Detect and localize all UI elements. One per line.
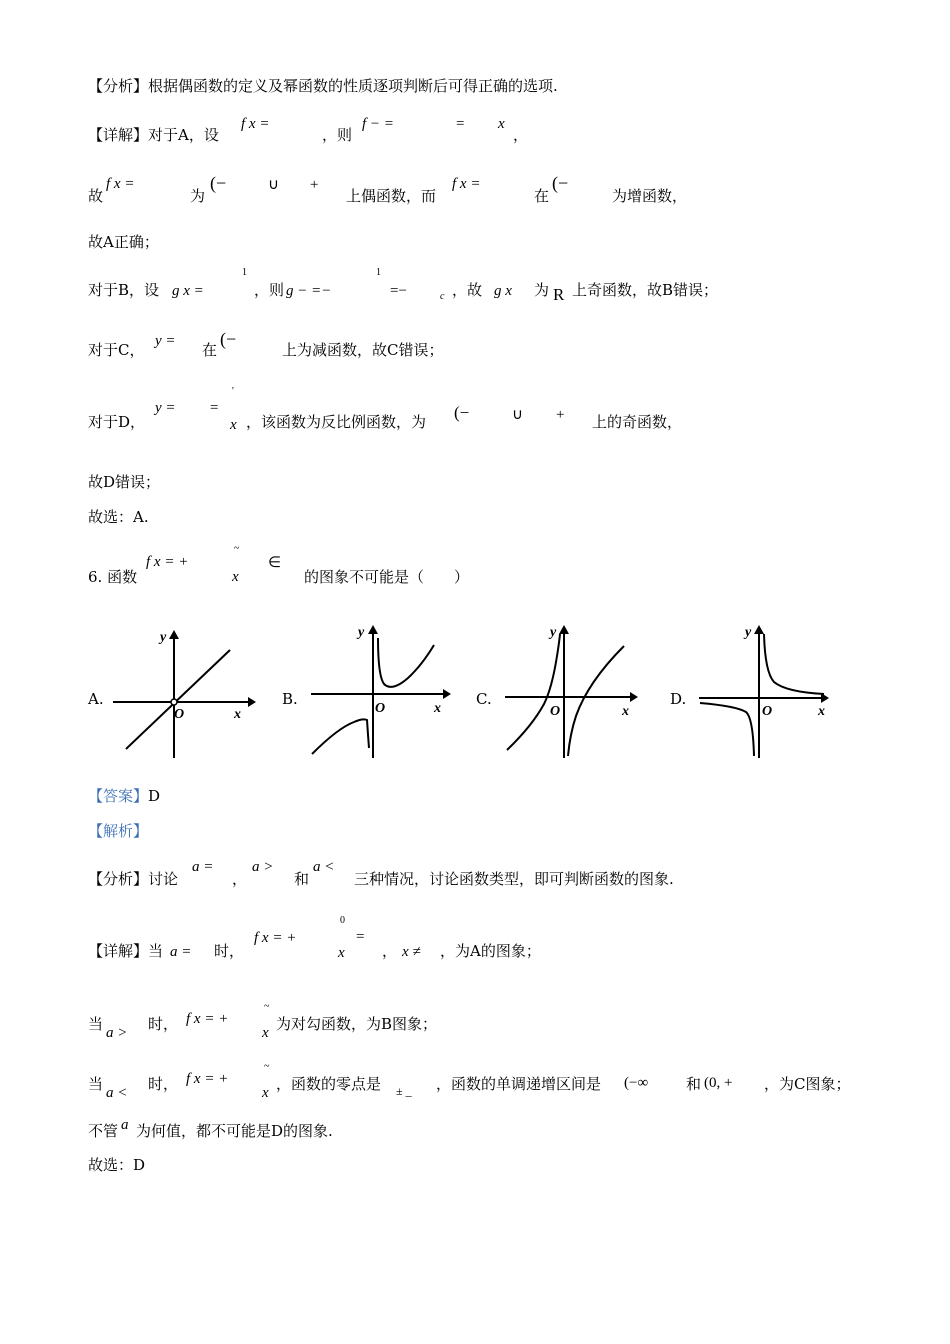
math-a: a = xyxy=(192,859,214,875)
detail2-line: 【详解】当 xyxy=(88,942,164,960)
x-label: x xyxy=(234,707,241,722)
x-label: x xyxy=(434,701,441,716)
option-c-graph[interactable] xyxy=(502,620,652,760)
x-arrow-icon xyxy=(630,692,638,702)
option-d-graph[interactable] xyxy=(696,620,836,760)
math-sup: 1 xyxy=(376,267,381,278)
math-a: a > xyxy=(106,1025,128,1041)
origin-label: O xyxy=(762,704,773,719)
final-answer: 故选：D xyxy=(88,1156,146,1174)
option-b-graph[interactable] xyxy=(308,620,458,760)
math-interval: (− xyxy=(220,329,237,349)
graph-line xyxy=(126,650,230,749)
y-label: y xyxy=(550,625,557,640)
detail-b-line: 对于B，设 xyxy=(88,281,160,299)
math-gx: g x = xyxy=(172,283,204,299)
math-cup: ∪ xyxy=(512,407,523,423)
math-fx: f x = xyxy=(452,176,481,192)
text-frag: 上偶函数，而 xyxy=(346,187,437,205)
graph-curve xyxy=(312,719,369,754)
text-frag: ，为A的图象； xyxy=(440,942,541,960)
text-frag: 和 xyxy=(686,1075,702,1093)
text-frag: 的图象不可能是（ ） xyxy=(304,568,470,586)
text-frag: 时， xyxy=(214,942,245,960)
option-d-label[interactable]: D. xyxy=(670,690,687,708)
text-frag: ，函数的零点是 xyxy=(276,1075,382,1093)
text-frag: 时， xyxy=(148,1015,179,1033)
x-label: x xyxy=(818,704,825,719)
hole-point xyxy=(171,699,177,705)
conclusion-d: 故D错误； xyxy=(88,473,161,491)
analysis-line: 【分析】根据偶函数的定义及幂函数的性质逐项判断后可得正确的选项. xyxy=(88,77,558,95)
text-frag: 为何值，都不可能是D的图象. xyxy=(136,1122,333,1140)
detail-c-line: 对于C， xyxy=(88,341,145,359)
text-frag: 上为减函数，故C错误； xyxy=(282,341,444,359)
math-x: x xyxy=(232,569,239,585)
graph-curve xyxy=(568,646,624,756)
text-frag: 为增函数， xyxy=(612,187,688,205)
math-x: x xyxy=(262,1025,269,1041)
detail-a2-line: 故 xyxy=(88,187,104,205)
regardless-line: 不管 xyxy=(88,1122,119,1140)
answer-row xyxy=(88,786,160,806)
answer-tag: 【答案】 xyxy=(88,787,149,805)
math-cup: ∪ xyxy=(268,177,279,193)
math-x: x xyxy=(338,945,345,961)
text-frag: 为对勾函数，为B图象； xyxy=(276,1015,438,1033)
math-f: f x = + xyxy=(254,930,297,946)
x-arrow-icon xyxy=(248,697,256,707)
math-f: f x = + xyxy=(186,1011,229,1027)
origin-label: O xyxy=(550,704,561,719)
y-arrow-icon xyxy=(754,625,764,634)
math-tilde: ~ xyxy=(264,1061,270,1072)
math-gx2: g x xyxy=(494,283,512,299)
math-pm: ± _ xyxy=(396,1084,412,1098)
answer-value: D xyxy=(148,787,161,805)
graph-curve xyxy=(507,634,560,750)
text-frag: 上的奇函数， xyxy=(592,413,683,431)
math-interval: (− xyxy=(552,173,569,193)
x-label: x xyxy=(622,704,629,719)
y-label: y xyxy=(160,630,167,645)
math-sup: 1 xyxy=(242,267,247,278)
math-q-fx: f x = + xyxy=(146,554,189,570)
text-frag: ，故 xyxy=(452,281,483,299)
math-x: x xyxy=(230,417,237,433)
math-plus: + xyxy=(310,177,319,193)
case-pos-line: 当 xyxy=(88,1015,104,1033)
case-neg-line: 当 xyxy=(88,1075,104,1093)
text-frag: ， xyxy=(382,942,398,960)
math-0: 0 xyxy=(340,915,345,926)
option-c-label[interactable]: C. xyxy=(476,690,492,708)
math-tilde: ~ xyxy=(234,543,240,554)
text-frag: 为 xyxy=(190,187,206,205)
origin-label: O xyxy=(174,707,185,722)
x-arrow-icon xyxy=(443,689,451,699)
text-frag: 上奇函数，故B错误； xyxy=(572,281,719,299)
math-c: c xyxy=(440,291,445,302)
conclusion-a: 故A正确； xyxy=(88,233,159,251)
y-arrow-icon xyxy=(368,625,378,634)
math-y: y = xyxy=(155,333,176,349)
graph-curve xyxy=(700,703,754,756)
option-a-label[interactable]: A. xyxy=(88,690,104,708)
question-6: 6. 函数 xyxy=(88,568,138,586)
math-a: a xyxy=(121,1117,129,1133)
math-fx: f x = xyxy=(241,116,270,132)
math-plus: + xyxy=(556,407,565,423)
y-arrow-icon xyxy=(559,625,569,634)
math-eq: = xyxy=(356,929,365,945)
math-interval: (0, + xyxy=(704,1075,733,1091)
text-frag: ，该函数为反比例函数，为 xyxy=(246,413,427,431)
text-frag: 为 xyxy=(534,281,550,299)
math-x: x xyxy=(498,116,505,132)
math-fneg: f − = xyxy=(362,116,394,132)
text-frag: ，则 xyxy=(254,281,285,299)
math-y: y = xyxy=(155,400,176,416)
math-eq: = xyxy=(210,400,219,416)
y-label: y xyxy=(358,625,365,640)
math-x: x xyxy=(262,1085,269,1101)
math-a: a = xyxy=(170,944,192,960)
detail-d-line: 对于D， xyxy=(88,413,146,431)
graph-curve xyxy=(378,638,434,687)
text-frag: 在 xyxy=(202,341,218,359)
final-answer-prev: 故选：A. xyxy=(88,508,149,526)
text-frag: 三种情况，讨论函数类型，即可判断函数的图象. xyxy=(354,870,674,888)
text-frag: 和 xyxy=(294,870,310,888)
text-frag: ， xyxy=(232,870,248,888)
option-b-label[interactable]: B. xyxy=(282,690,298,708)
text-frag: ，为C图象； xyxy=(764,1075,851,1093)
math-fx: f x = xyxy=(106,176,135,192)
text-frag: 时， xyxy=(148,1075,179,1093)
math-a: a < xyxy=(106,1085,128,1101)
math-tilde: ~ xyxy=(264,1001,270,1012)
math-interval: (−∞ xyxy=(624,1075,649,1091)
y-label: y xyxy=(745,625,752,640)
detail-a-line: 【详解】对于A，设 xyxy=(88,126,219,144)
analysis2-line: 【分析】讨论 xyxy=(88,870,179,888)
math-gneg: g − =− xyxy=(286,283,332,299)
math-tick: ' xyxy=(232,386,234,397)
option-a-graph[interactable] xyxy=(108,625,258,760)
math-a: a > xyxy=(252,859,274,875)
jiexi-tag: 【解析】 xyxy=(88,822,149,840)
origin-label: O xyxy=(375,701,386,716)
math-in: ∈ xyxy=(268,555,282,571)
text-frag: ，则 xyxy=(322,126,353,144)
graph-curve xyxy=(764,634,824,694)
math-a: a < xyxy=(313,859,335,875)
math-xne: x ≠ xyxy=(402,944,421,960)
math-R: R xyxy=(553,285,565,304)
math-interval: (− xyxy=(454,403,470,422)
math-f: f x = + xyxy=(186,1071,229,1087)
text-frag: ， xyxy=(513,126,529,144)
text-frag: ，函数的单调递增区间是 xyxy=(436,1075,602,1093)
math-interval: (− xyxy=(210,173,227,193)
math-eq: = xyxy=(456,116,465,132)
math-eq: =− xyxy=(390,283,407,299)
y-arrow-icon xyxy=(169,630,179,639)
text-frag: 在 xyxy=(534,187,550,205)
